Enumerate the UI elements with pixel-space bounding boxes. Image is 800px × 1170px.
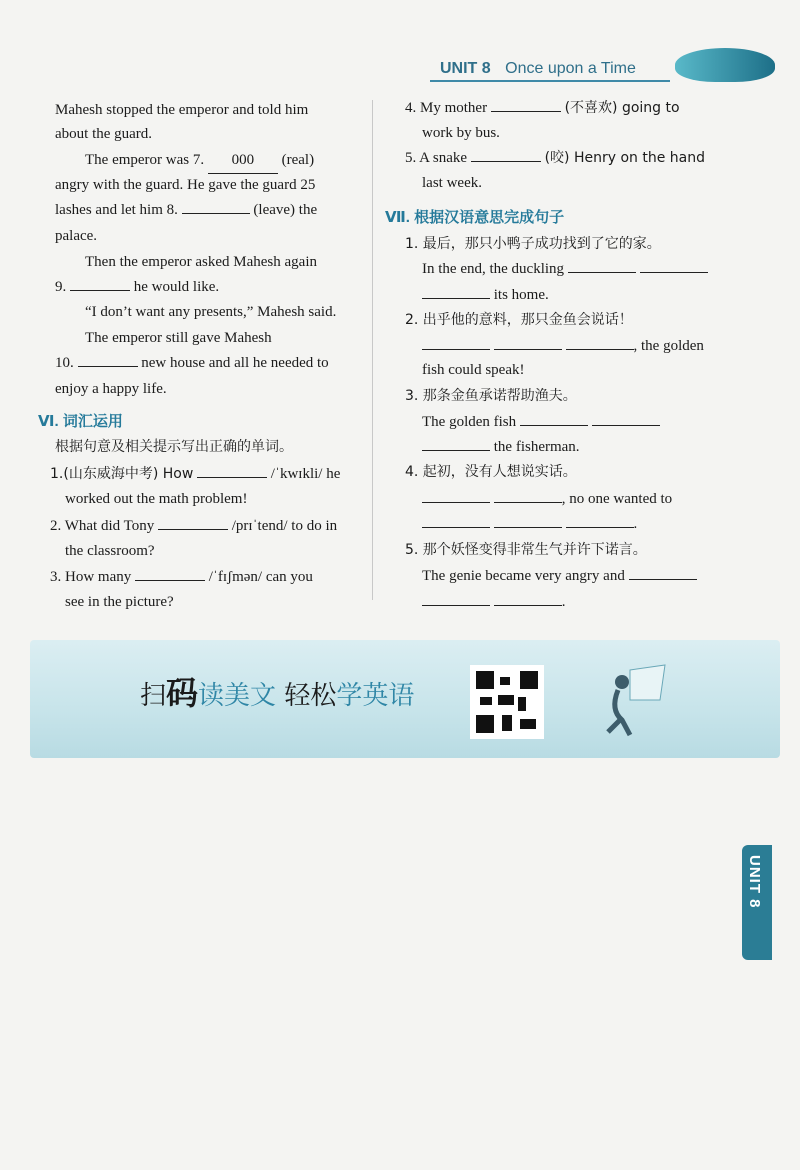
text-line: Mahesh stopped the emperor and told him [55,102,309,118]
page-header [440,60,636,78]
answer-blank[interactable] [182,199,250,214]
answer-blank[interactable] [471,147,541,162]
answer-blank[interactable] [422,591,490,606]
question [50,565,313,590]
number: 9. [55,279,67,295]
answer-blank[interactable] [422,436,490,451]
text-line: about the guard. [55,126,153,142]
answer-blank[interactable] [158,515,228,530]
header-underline [430,80,670,82]
section-instruction: 根据句意及相关提示写出正确的单词。 [55,439,293,455]
text-line [422,487,672,512]
text-line [55,351,329,376]
text: the fisherman. [493,439,580,455]
chinese-prompt: 1. 最后，那只小鸭子成功找到了它的家。 [405,236,661,252]
phonetic: /prɪˈtend/ to do in [231,518,338,534]
unit-side-tab [742,845,772,960]
answer-blank[interactable] [422,488,490,503]
unit-label: UNIT 8 [440,60,491,77]
banner-char: 扫 [140,681,167,711]
text: 5. A snake [405,150,468,166]
answer-blank[interactable] [592,411,660,426]
text-line [85,148,314,174]
text: he would like. [133,279,220,295]
question [405,96,680,121]
answer-blank[interactable] [135,566,205,581]
answer-blank[interactable] [566,513,634,528]
side-tab-label: UNIT 8 [746,855,763,909]
text-line: “I don’t want any presents,” Mahesh said. [85,304,337,320]
banner-char: 轻松 [284,681,337,711]
reader-figure-icon [600,660,670,740]
answer-blank[interactable] [520,411,588,426]
text-line: Then the emperor asked Mahesh again [85,254,317,270]
phonetic: /ˈkwɪkli/ he [270,466,341,482]
text-line [422,334,704,359]
answer-blank[interactable] [566,335,634,350]
text-line: palace. [55,228,98,244]
text-line: The emperor still gave Mahesh [85,330,272,346]
answer-blank[interactable] [494,513,562,528]
qr-code-icon[interactable] [470,665,544,739]
hint: (不喜欢) going to [564,100,680,116]
text-line [55,198,317,223]
text-line: worked out the math problem! [65,491,248,507]
text: The emperor was 7. [85,152,205,168]
answer-blank[interactable] [422,284,490,299]
text: lashes and let him 8. [55,202,178,218]
chinese-prompt: 4. 起初，没有人想说实话。 [405,464,577,480]
text-line [422,564,697,589]
hint: (咬) Henry on the hand [544,150,705,166]
chinese-prompt: 5. 那个妖怪变得非常生气并许下诺言。 [405,542,647,558]
question [405,146,705,171]
banner-char: 学英语 [336,681,415,711]
banner-char: 码 [166,674,199,712]
text: , no one wanted to [561,491,673,507]
answer-blank[interactable] [494,335,562,350]
phonetic: /ˈfɪʃmən/ can you [208,569,313,585]
text: , the golden [633,338,704,354]
chinese-prompt: 3. 那条金鱼承诺帮助渔夫。 [405,388,577,404]
text: In the end, the duckling [422,261,565,277]
banner-char: 读美文 [198,681,277,711]
column-divider [372,100,373,600]
text: The genie became very angry and [422,568,625,584]
answer-text: 000 [231,152,255,168]
text-line [422,410,660,435]
hint: (real) [281,152,315,168]
text-line: the classroom? [65,543,155,559]
text: 4. My mother [405,100,488,116]
answer-blank[interactable] [494,591,562,606]
answer-blank[interactable] [197,463,267,478]
answer-blank[interactable] [640,258,708,273]
chinese-prompt: 2. 出乎他的意料，那只金鱼会说话！ [405,312,633,328]
answer-blank[interactable] [491,97,561,112]
bird-decoration-icon [675,48,775,82]
text: 1.(山东威海中考) How [50,466,194,482]
answer-blank[interactable] [629,565,697,580]
text-line [422,257,708,282]
unit-title: Once upon a Time [505,60,636,77]
text-line: work by bus. [422,125,500,141]
text: 3. How many [50,569,132,585]
answer-blank[interactable] [78,352,138,367]
answer-blank[interactable] [422,513,490,528]
text: The golden fish [422,414,517,430]
text-line [55,275,219,300]
text-line: fish could speak! [422,362,525,378]
text-line: last week. [422,175,482,191]
answer-blank[interactable] [70,276,130,291]
banner-text [140,668,414,714]
hint: (leave) the [253,202,318,218]
text-line: see in the picture? [65,594,174,610]
question [50,514,337,539]
text-line: . [422,590,566,615]
text-line [422,435,580,460]
section-heading: Ⅵ. 词汇运用 [38,413,123,430]
text-line: angry with the guard. He gave the guard 25 [55,177,316,193]
text: new house and all he needed to [141,355,329,371]
text-line [422,283,549,308]
answer-blank[interactable] [494,488,562,503]
text: 2. What did Tony [50,518,155,534]
question [50,462,340,487]
answer-blank[interactable] [208,148,278,174]
section-heading: Ⅶ. 根据汉语意思完成句子 [385,209,565,226]
text-line: . [422,512,637,537]
answer-blank[interactable] [422,335,490,350]
number: 10. [55,355,74,371]
answer-blank[interactable] [568,258,636,273]
text-line: enjoy a happy life. [55,381,167,397]
text: its home. [493,287,549,303]
